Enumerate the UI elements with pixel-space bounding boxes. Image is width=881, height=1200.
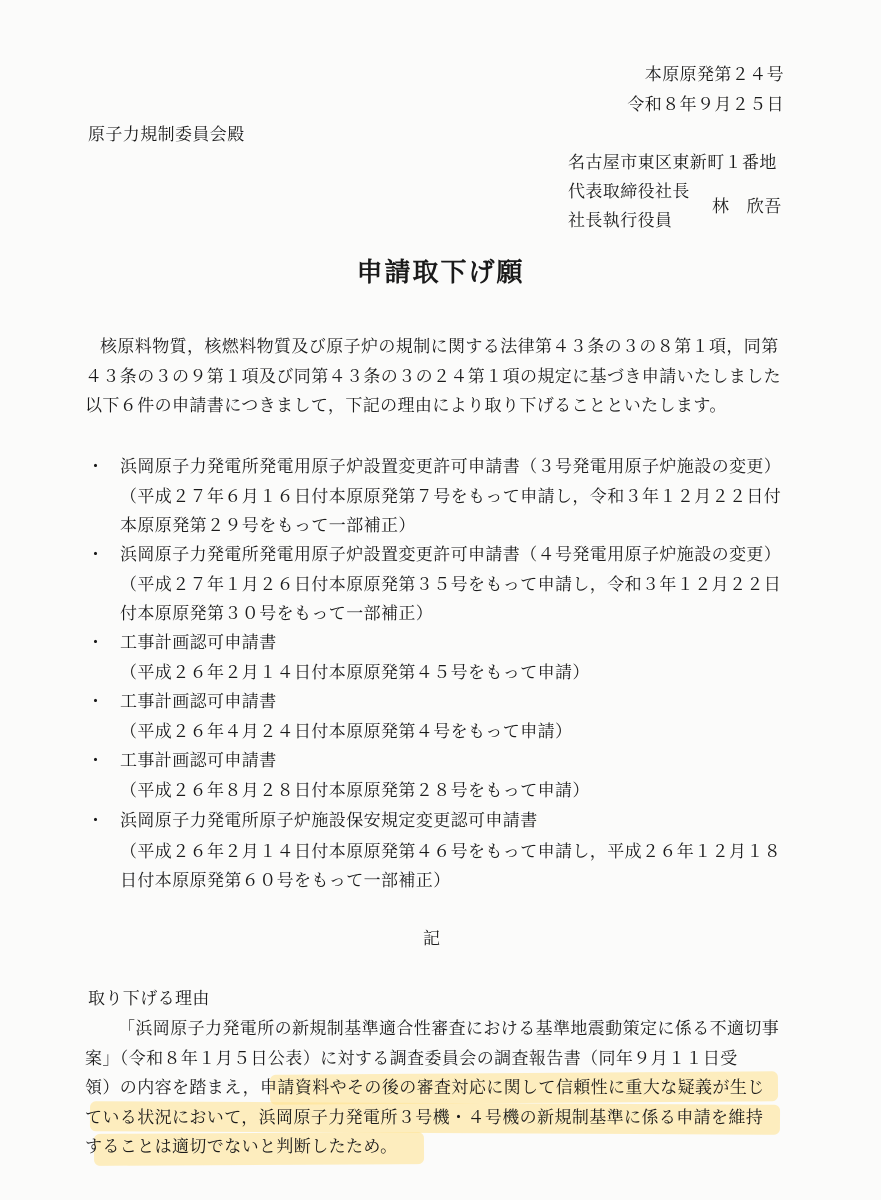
item-detail: 日付本原原発第６０号をもって一部補正） <box>120 871 451 891</box>
bullet-marker: ・ <box>87 751 104 771</box>
sender-name: 林 欣吾 <box>712 197 782 217</box>
reason-line: 「浜岡原子力発電所の新規制基準適合性審査における基準地震動策定に係る不適切事 <box>118 1019 780 1039</box>
sender-title-1: 代表取締役社長 <box>568 182 690 202</box>
intro-line: 核原料物質，核燃料物質及び原子炉の規制に関する法律第４３条の３の８第１項，同第 <box>100 337 779 357</box>
sender-title-2: 社長執行役員 <box>568 211 673 231</box>
item-heading: 工事計画認可申請書 <box>120 633 277 653</box>
document-number: 本原原発第２４号 <box>644 65 784 85</box>
bullet-marker: ・ <box>87 457 104 477</box>
document-date: 令和８年９月２５日 <box>627 95 784 115</box>
sender-address: 名古屋市東区東新町１番地 <box>568 153 777 173</box>
item-detail: （平成２６年２月１４日付本原原発第４５号をもって申請） <box>120 663 590 683</box>
ki-heading: 記 <box>423 929 441 949</box>
reason-line: 案」（令和８年１月５日公表）に対する調査委員会の調査報告書（同年９月１１日受 <box>85 1049 738 1069</box>
addressee: 原子力規制委員会殿 <box>88 125 245 145</box>
bullet-marker: ・ <box>87 692 104 712</box>
reason-heading: 取り下げる理由 <box>88 989 210 1009</box>
reason-line: することは適切でないと判断したため。 <box>85 1137 398 1157</box>
bullet-marker: ・ <box>87 545 104 565</box>
item-heading: 浜岡原子力発電所発電用原子炉設置変更許可申請書（３号発電用原子炉施設の変更） <box>120 457 782 477</box>
item-heading: 工事計画認可申請書 <box>120 692 277 712</box>
item-heading: 浜岡原子力発電所原子炉施設保安規定変更認可申請書 <box>120 811 538 831</box>
bullet-marker: ・ <box>87 811 104 831</box>
item-detail: （平成２６年８月２８日付本原原発第２８号をもって申請） <box>120 781 590 801</box>
item-detail: （平成２７年６月１６日付本原原発第７号をもって申請し，令和３年１２月２２日付 <box>120 487 782 507</box>
item-heading: 浜岡原子力発電所発電用原子炉設置変更許可申請書（４号発電用原子炉施設の変更） <box>120 545 782 565</box>
item-detail: 本原原発第２９号をもって一部補正） <box>120 516 416 536</box>
intro-line: ４３条の３の９第１項及び同第４３条の３の２４第１項の規定に基づき申請いたしました <box>85 367 781 387</box>
item-heading: 工事計画認可申請書 <box>120 751 277 771</box>
item-detail: （平成２６年４月２４日付本原原発第４号をもって申請） <box>120 722 573 742</box>
reason-line: ている状況において，浜岡原子力発電所３号機・４号機の新規制基準に係る申請を維持 <box>85 1108 764 1128</box>
document-title: 申請取下げ願 <box>356 258 525 288</box>
bullet-marker: ・ <box>87 633 104 653</box>
reason-line: 領）の内容を踏まえ，申請資料やその後の審査対応に関して信頼性に重大な疑義が生じ <box>85 1078 765 1098</box>
item-detail: （平成２７年１月２６日付本原原発第３５号をもって申請し，令和３年１２月２２日 <box>120 575 782 595</box>
item-detail: 付本原原発第３０号をもって一部補正） <box>120 604 434 624</box>
item-detail: （平成２６年２月１４日付本原原発第４６号をもって申請し，平成２６年１２月１８ <box>120 842 782 862</box>
intro-line: 以下６件の申請書につきまして，下記の理由により取り下げることといたします。 <box>85 396 727 416</box>
